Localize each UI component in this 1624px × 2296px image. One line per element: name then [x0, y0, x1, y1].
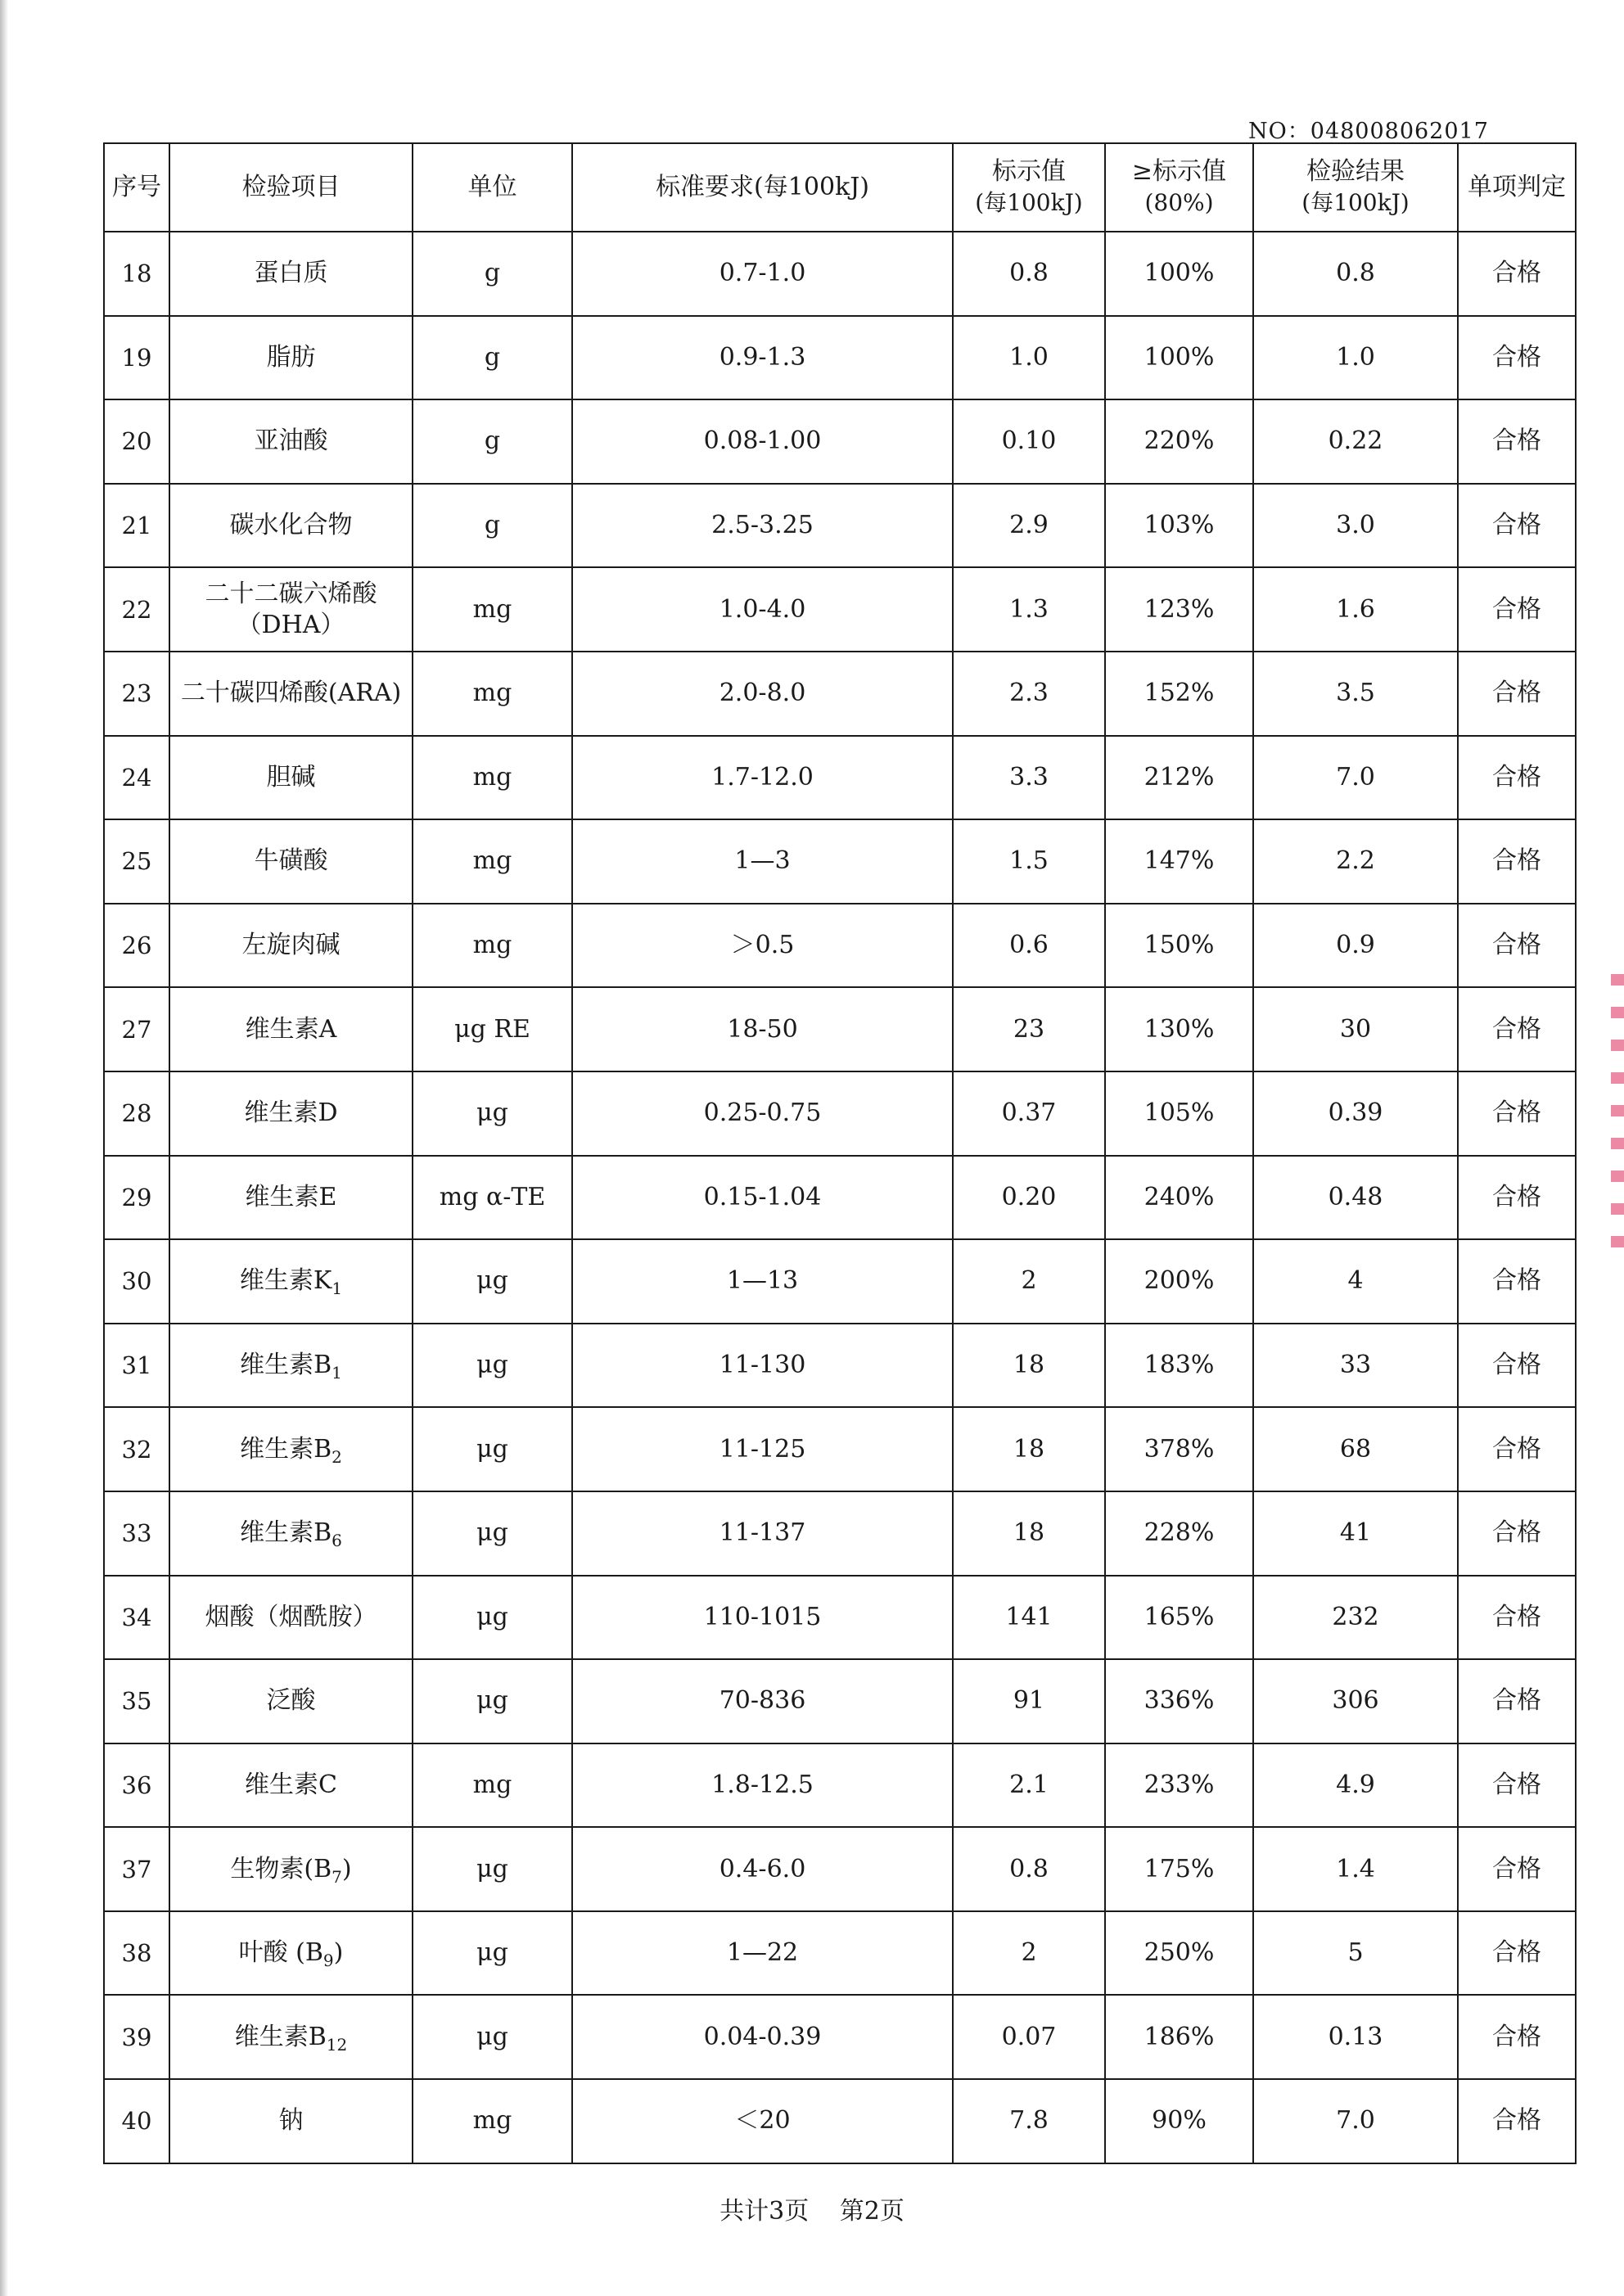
cell-label-value: 3.3: [953, 736, 1105, 820]
table-row: [104, 904, 1576, 988]
item-name: [267, 1685, 316, 1716]
cell-ratio: 250%: [1105, 1911, 1253, 1996]
cell-result: 4.9: [1253, 1743, 1458, 1828]
item-subscript: 6: [332, 1531, 342, 1551]
cell-label-value: 2: [953, 1911, 1105, 1996]
header-result: [1253, 143, 1458, 232]
cell-standard: 0.9-1.3: [572, 316, 953, 400]
cell-standard: 1—3: [572, 819, 953, 904]
item-name-text: 脂肪: [266, 342, 316, 372]
cell-item: [169, 1995, 413, 2079]
cell-seq: 25: [104, 819, 169, 904]
cell-item: [169, 1491, 413, 1576]
cell-seq: 30: [104, 1239, 169, 1324]
cell-seq: 36: [104, 1743, 169, 1828]
cell-item: [169, 904, 413, 988]
item-subscript: 1: [332, 1279, 343, 1299]
cell-result: 30: [1253, 987, 1458, 1071]
cell-ratio: 150%: [1105, 904, 1253, 988]
red-seal-fragment: [1611, 974, 1624, 1252]
cell-judgment: 合格: [1458, 987, 1576, 1071]
cell-standard: 1.7-12.0: [572, 736, 953, 820]
cell-ratio: 240%: [1105, 1156, 1253, 1240]
cell-unit: μg: [413, 1239, 572, 1324]
cell-item: [169, 819, 413, 904]
cell-item: [169, 484, 413, 568]
cell-standard: 0.25-0.75: [572, 1071, 953, 1156]
cell-ratio: 152%: [1105, 652, 1253, 736]
cell-item: [169, 987, 413, 1071]
cell-unit: g: [413, 399, 572, 484]
item-name-text: 左旋肉碱: [241, 931, 341, 960]
cell-label-value: 18: [953, 1491, 1105, 1576]
item-name-text: 维生素K: [239, 1266, 332, 1296]
cell-item: [169, 2079, 413, 2163]
cell-item: [169, 232, 413, 316]
cell-seq: 37: [104, 1827, 169, 1911]
item-name-text: 维生素D: [244, 1098, 338, 1128]
cell-unit: mg: [413, 2079, 572, 2163]
cell-item: [169, 652, 413, 736]
cell-standard: 110-1015: [572, 1576, 953, 1660]
cell-result: 5: [1253, 1911, 1458, 1996]
current-page: 第2页: [839, 2197, 904, 2226]
table-row: [104, 2079, 1576, 2163]
cell-ratio: 103%: [1105, 484, 1253, 568]
cell-standard: 11-130: [572, 1324, 953, 1408]
item-name-text: 烟酸（烟酰胺）: [205, 1602, 377, 1631]
cell-seq: 34: [104, 1576, 169, 1660]
cell-seq: 29: [104, 1156, 169, 1240]
cell-judgment: 合格: [1458, 1995, 1576, 2079]
cell-unit: mg: [413, 652, 572, 736]
cell-seq: 40: [104, 2079, 169, 2163]
cell-standard: 0.04-0.39: [572, 1995, 953, 2079]
cell-result: 7.0: [1253, 2079, 1458, 2163]
item-name: [239, 1937, 344, 1969]
table-row: [104, 819, 1576, 904]
cell-label-value: 2.3: [953, 652, 1105, 736]
cell-judgment: 合格: [1458, 2079, 1576, 2163]
cell-ratio: 123%: [1105, 567, 1253, 652]
cell-item: [169, 1911, 413, 1996]
cell-seq: 20: [104, 399, 169, 484]
cell-result: 2.2: [1253, 819, 1458, 904]
cell-judgment: 合格: [1458, 1827, 1576, 1911]
item-name: [240, 1518, 342, 1549]
cell-unit: mg: [413, 1743, 572, 1828]
item-name: [279, 2105, 304, 2136]
cell-item: [169, 399, 413, 484]
item-name-text: 维生素C: [245, 1770, 337, 1799]
item-name: [174, 579, 408, 641]
table-row: [104, 652, 1576, 736]
cell-judgment: 合格: [1458, 1911, 1576, 1996]
cell-judgment: 合格: [1458, 567, 1576, 652]
cell-label-value: 1.3: [953, 567, 1105, 652]
cell-ratio: 186%: [1105, 1995, 1253, 2079]
header-item: 检验项目: [169, 143, 413, 232]
header-ratio-line2: (80%): [1144, 189, 1214, 216]
cell-item: [169, 1407, 413, 1491]
cell-label-value: 1.5: [953, 819, 1105, 904]
header-judgment: 单项判定: [1458, 143, 1576, 232]
item-name-text: 泛酸: [266, 1686, 316, 1716]
cell-standard: 11-137: [572, 1491, 953, 1576]
table-row: [104, 1659, 1576, 1743]
item-name-text: 二十碳四烯酸(ARA): [180, 679, 402, 708]
cell-standard: 0.08-1.00: [572, 399, 953, 484]
cell-result: 1.6: [1253, 567, 1458, 652]
table-row: [104, 1576, 1576, 1660]
table-row: [104, 316, 1576, 400]
cell-judgment: 合格: [1458, 1743, 1576, 1828]
cell-seq: 32: [104, 1407, 169, 1491]
cell-unit: μg: [413, 1407, 572, 1491]
item-name-text: 维生素E: [245, 1182, 337, 1211]
cell-label-value: 0.8: [953, 232, 1105, 316]
cell-seq: 26: [104, 904, 169, 988]
cell-judgment: 合格: [1458, 484, 1576, 568]
cell-item: [169, 1827, 413, 1911]
cell-ratio: 378%: [1105, 1407, 1253, 1491]
table-row: [104, 1239, 1576, 1324]
header-result-line1: 检验结果: [1306, 157, 1405, 186]
cell-seq: 35: [104, 1659, 169, 1743]
cell-standard: 11-125: [572, 1407, 953, 1491]
cell-ratio: 220%: [1105, 399, 1253, 484]
cell-judgment: 合格: [1458, 819, 1576, 904]
cell-judgment: 合格: [1458, 1407, 1576, 1491]
cell-item: [169, 1324, 413, 1408]
cell-standard: 70-836: [572, 1659, 953, 1743]
item-name: [267, 342, 316, 373]
table-body: [104, 232, 1576, 2163]
item-name: [240, 1350, 342, 1381]
cell-judgment: 合格: [1458, 1324, 1576, 1408]
item-subscript: 2: [332, 1446, 342, 1467]
cell-label-value: 2: [953, 1239, 1105, 1324]
cell-result: 1.0: [1253, 316, 1458, 400]
table-row: [104, 1827, 1576, 1911]
cell-result: 4: [1253, 1239, 1458, 1324]
table-row: [104, 1911, 1576, 1996]
cell-unit: g: [413, 484, 572, 568]
header-unit: 单位: [413, 143, 572, 232]
cell-result: 0.22: [1253, 399, 1458, 484]
header-standard: 标准要求(每100kJ): [572, 143, 953, 232]
item-name: [255, 258, 328, 289]
item-name-text: 亚油酸: [254, 426, 328, 456]
cell-ratio: 130%: [1105, 987, 1253, 1071]
item-name-text: 生物素(B: [230, 1854, 332, 1883]
table-row: [104, 987, 1576, 1071]
header-ratio-line1: ≥标示值: [1131, 157, 1227, 186]
item-suffix: ): [341, 1854, 352, 1883]
item-name-text: 牛磺酸: [254, 846, 328, 876]
cell-unit: g: [413, 316, 572, 400]
cell-standard: 1.0-4.0: [572, 567, 953, 652]
cell-label-value: 1.0: [953, 316, 1105, 400]
item-name: [255, 426, 328, 457]
cell-standard: ＞0.5: [572, 904, 953, 988]
cell-seq: 23: [104, 652, 169, 736]
cell-unit: mg: [413, 736, 572, 820]
item-name-text: 胆碱: [266, 762, 316, 792]
table-row: [104, 1324, 1576, 1408]
cell-unit: mg: [413, 567, 572, 652]
item-name: [244, 1098, 337, 1129]
cell-result: 0.13: [1253, 1995, 1458, 2079]
cell-label-value: 91: [953, 1659, 1105, 1743]
table-row: [104, 399, 1576, 484]
table-row: [104, 1156, 1576, 1240]
cell-unit: mg: [413, 819, 572, 904]
cell-label-value: 23: [953, 987, 1105, 1071]
cell-unit: g: [413, 232, 572, 316]
cell-ratio: 90%: [1105, 2079, 1253, 2163]
table-row: [104, 567, 1576, 652]
item-name: [235, 2022, 348, 2053]
cell-label-value: 2.1: [953, 1743, 1105, 1828]
cell-standard: 1—13: [572, 1239, 953, 1324]
cell-seq: 39: [104, 1995, 169, 2079]
cell-judgment: 合格: [1458, 1156, 1576, 1240]
cell-standard: 1.8-12.5: [572, 1743, 953, 1828]
cell-unit: mg α-TE: [413, 1156, 572, 1240]
cell-ratio: 165%: [1105, 1576, 1253, 1660]
item-subscript: 7: [332, 1866, 342, 1887]
cell-seq: 22: [104, 567, 169, 652]
cell-label-value: 0.07: [953, 1995, 1105, 2079]
cell-ratio: 183%: [1105, 1324, 1253, 1408]
cell-result: 3.5: [1253, 652, 1458, 736]
cell-ratio: 100%: [1105, 316, 1253, 400]
cell-ratio: 100%: [1105, 232, 1253, 316]
item-name-text: 维生素B: [240, 1351, 332, 1380]
item-suffix: ): [333, 1938, 344, 1968]
item-name: [230, 1854, 351, 1885]
cell-ratio: 147%: [1105, 819, 1253, 904]
item-name-text: 二十二碳六烯酸（DHA）: [205, 579, 377, 639]
table-row: [104, 1407, 1576, 1491]
cell-item: [169, 1071, 413, 1156]
cell-item: [169, 1239, 413, 1324]
header-label-value-line2: (每100kJ): [975, 189, 1083, 216]
cell-judgment: 合格: [1458, 1659, 1576, 1743]
cell-ratio: 175%: [1105, 1827, 1253, 1911]
item-name: [246, 1182, 337, 1213]
cell-item: [169, 1576, 413, 1660]
cell-unit: μg RE: [413, 987, 572, 1071]
table-header-row: [104, 143, 1576, 232]
cell-result: 0.48: [1253, 1156, 1458, 1240]
cell-seq: 19: [104, 316, 169, 400]
cell-item: [169, 736, 413, 820]
cell-judgment: 合格: [1458, 232, 1576, 316]
cell-unit: μg: [413, 1911, 572, 1996]
cell-standard: 1—22: [572, 1911, 953, 1996]
cell-unit: μg: [413, 1491, 572, 1576]
cell-seq: 38: [104, 1911, 169, 1996]
cell-seq: 18: [104, 232, 169, 316]
cell-seq: 28: [104, 1071, 169, 1156]
cell-judgment: 合格: [1458, 316, 1576, 400]
cell-ratio: 200%: [1105, 1239, 1253, 1324]
header-seq: 序号: [104, 143, 169, 232]
table-row: [104, 1995, 1576, 2079]
cell-label-value: 0.37: [953, 1071, 1105, 1156]
cell-item: [169, 567, 413, 652]
cell-label-value: 7.8: [953, 2079, 1105, 2163]
cell-seq: 33: [104, 1491, 169, 1576]
cell-unit: mg: [413, 904, 572, 988]
item-name-text: 维生素B: [240, 1518, 332, 1548]
cell-unit: μg: [413, 1827, 572, 1911]
cell-result: 0.9: [1253, 904, 1458, 988]
cell-label-value: 2.9: [953, 484, 1105, 568]
item-name: [240, 1265, 342, 1297]
cell-label-value: 18: [953, 1324, 1105, 1408]
cell-result: 41: [1253, 1491, 1458, 1576]
cell-standard: 0.4-6.0: [572, 1827, 953, 1911]
item-name: [245, 1770, 337, 1801]
item-name: [255, 846, 328, 877]
cell-label-value: 141: [953, 1576, 1105, 1660]
table-row: [104, 484, 1576, 568]
cell-result: 33: [1253, 1324, 1458, 1408]
inspection-results-table: [103, 142, 1577, 2164]
cell-judgment: 合格: [1458, 904, 1576, 988]
item-name: [267, 762, 316, 793]
cell-result: 0.8: [1253, 232, 1458, 316]
cell-judgment: 合格: [1458, 652, 1576, 736]
cell-unit: μg: [413, 1576, 572, 1660]
cell-standard: ＜20: [572, 2079, 953, 2163]
cell-judgment: 合格: [1458, 1491, 1576, 1576]
item-name-text: 维生素A: [245, 1014, 337, 1044]
header-ratio: [1105, 143, 1253, 232]
cell-standard: 2.0-8.0: [572, 652, 953, 736]
cell-unit: μg: [413, 1324, 572, 1408]
cell-ratio: 233%: [1105, 1743, 1253, 1828]
cell-seq: 24: [104, 736, 169, 820]
cell-result: 7.0: [1253, 736, 1458, 820]
scan-edge-shadow: [0, 0, 8, 2296]
total-pages: 共计3页: [720, 2197, 810, 2226]
cell-ratio: 212%: [1105, 736, 1253, 820]
table-row: [104, 232, 1576, 316]
cell-label-value: 0.20: [953, 1156, 1105, 1240]
cell-item: [169, 316, 413, 400]
table-row: [104, 736, 1576, 820]
item-name: [181, 678, 401, 709]
cell-seq: 27: [104, 987, 169, 1071]
cell-judgment: 合格: [1458, 1071, 1576, 1156]
cell-label-value: 0.6: [953, 904, 1105, 988]
cell-judgment: 合格: [1458, 1239, 1576, 1324]
item-name-text: 蛋白质: [254, 259, 328, 288]
cell-label-value: 0.10: [953, 399, 1105, 484]
cell-result: 1.4: [1253, 1827, 1458, 1911]
header-result-line2: (每100kJ): [1301, 189, 1410, 216]
report-number: NO：048008062017: [1248, 119, 1489, 144]
cell-unit: μg: [413, 1659, 572, 1743]
cell-seq: 31: [104, 1324, 169, 1408]
cell-item: [169, 1743, 413, 1828]
table-row: [104, 1743, 1576, 1828]
cell-judgment: 合格: [1458, 736, 1576, 820]
cell-standard: 0.7-1.0: [572, 232, 953, 316]
cell-judgment: 合格: [1458, 399, 1576, 484]
cell-result: 306: [1253, 1659, 1458, 1743]
item-name-text: 叶酸 (B: [238, 1938, 323, 1968]
cell-unit: μg: [413, 1995, 572, 2079]
cell-item: [169, 1156, 413, 1240]
cell-seq: 21: [104, 484, 169, 568]
cell-standard: 2.5-3.25: [572, 484, 953, 568]
cell-result: 3.0: [1253, 484, 1458, 568]
item-subscript: 9: [323, 1951, 334, 1971]
item-name-text: 碳水化合物: [229, 511, 353, 540]
cell-result: 0.39: [1253, 1071, 1458, 1156]
header-label-value: [953, 143, 1105, 232]
item-name: [240, 1434, 342, 1465]
cell-result: 232: [1253, 1576, 1458, 1660]
cell-label-value: 0.8: [953, 1827, 1105, 1911]
cell-ratio: 228%: [1105, 1491, 1253, 1576]
cell-ratio: 336%: [1105, 1659, 1253, 1743]
item-subscript: 12: [326, 2034, 348, 2055]
table-row: [104, 1491, 1576, 1576]
item-name-text: 维生素B: [240, 1434, 332, 1464]
page-footer: [0, 2190, 1624, 2226]
item-name-text: 维生素B: [234, 2022, 327, 2051]
item-subscript: 1: [332, 1363, 342, 1383]
cell-label-value: 18: [953, 1407, 1105, 1491]
header-label-value-line1: 标示值: [992, 157, 1066, 186]
item-name: [242, 930, 341, 961]
table-row: [104, 1071, 1576, 1156]
item-name-text: 钠: [278, 2106, 304, 2136]
cell-standard: 18-50: [572, 987, 953, 1071]
cell-standard: 0.15-1.04: [572, 1156, 953, 1240]
item-name: [205, 1602, 377, 1633]
item-name: [246, 1014, 337, 1045]
cell-ratio: 105%: [1105, 1071, 1253, 1156]
cell-result: 68: [1253, 1407, 1458, 1491]
cell-unit: μg: [413, 1071, 572, 1156]
cell-judgment: 合格: [1458, 1576, 1576, 1660]
cell-item: [169, 1659, 413, 1743]
item-name: [230, 510, 353, 541]
